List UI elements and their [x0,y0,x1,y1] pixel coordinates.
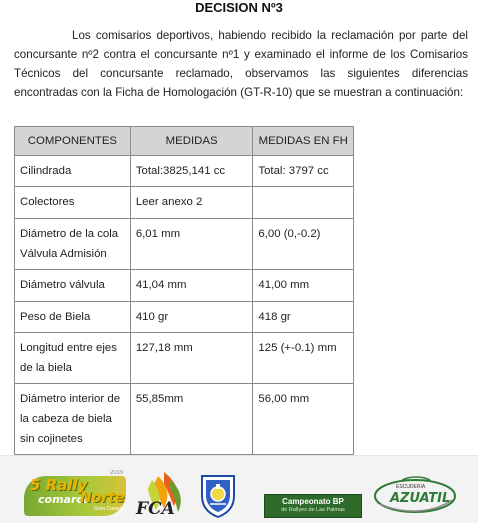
cell-componente: Diámetro válvula [15,270,131,302]
rally-logo-line3: Norte [80,490,125,506]
table-row [15,187,354,219]
rally-logo-line1: 5 Rally [30,476,88,494]
cell-medida: 127,18 mm [130,333,253,384]
fca-flame-logo [134,470,186,518]
header-medidas-fh: MEDIDAS EN FH [253,127,354,156]
cell-fh: 41,00 mm [253,270,354,302]
decision-paragraph [14,26,468,102]
cell-fh: Total: 3797 cc [253,156,354,187]
decision-title: DECISION Nº3 [195,0,283,15]
bp-logo-line2: de Rallyes de Las Palmas [281,507,345,513]
differences-table [14,126,354,455]
cell-medida: 410 gr [130,302,253,333]
municipal-shield-logo [196,472,240,518]
cell-fh: 125 (+-0.1) mm [253,333,354,384]
cell-medida: 55,85mm [130,384,253,455]
cell-componente: Cilindrada [15,156,131,187]
cell-medida: 41,04 mm [130,270,253,302]
sponsor-footer [0,455,478,523]
escuderia-logo-small: ESCUDERIA [396,484,426,490]
table-row [15,302,354,333]
escuderia-logo-word: AZUATIL [390,491,451,506]
rally-logo-year: 2019 [110,470,124,476]
fca-flame-icon [134,470,186,518]
table-header-row [15,127,354,156]
cell-medida: Total:3825,141 cc [130,156,253,187]
cell-fh: 56,00 mm [253,384,354,455]
cell-componente: Longitud entre ejes de la biela [15,333,131,384]
svg-text:FCA: FCA [136,499,175,518]
table-row [15,270,354,302]
header-componentes: COMPONENTES [15,127,131,156]
header-medidas: MEDIDAS [130,127,253,156]
table-row [15,219,354,270]
shield-icon [196,472,240,518]
rally-logo-line2: comarca [38,493,91,506]
cell-fh: 418 gr [253,302,354,333]
cell-medida: 6,01 mm [130,219,253,270]
cell-fh [253,187,354,219]
rally-comarca-norte-logo [24,470,126,516]
campeonato-bp-logo [264,494,362,518]
cell-componente: Diámetro interior de la cabeza de biela sin cojinetes [15,384,131,455]
table-row [15,384,354,455]
table-row [15,333,354,384]
cell-fh: 6,00 (0,-0.2) [253,219,354,270]
cell-componente: Colectores [15,187,131,219]
rally-logo-line4: Gran Canaria [94,506,125,512]
cell-componente: Peso de Biela [15,302,131,333]
cell-medida: Leer anexo 2 [130,187,253,219]
cell-componente: Diámetro de la cola Válvula Admisión [15,219,131,270]
bp-logo-line1: Campeonato BP [282,497,344,506]
escuderia-azuatil-logo [372,474,458,518]
table-row [15,156,354,187]
paragraph-text: Los comisarios deportivos, habiendo recibido la reclamación por parte del concursante nº2 contra el concursante nº1 y examinado el informe de los Comisarios Técnicos del concursante reclamado, observamos las siguientes diferencias encontradas con la Ficha de Homologación (GT-R-10) que se muestran a continuación: [14,29,468,99]
